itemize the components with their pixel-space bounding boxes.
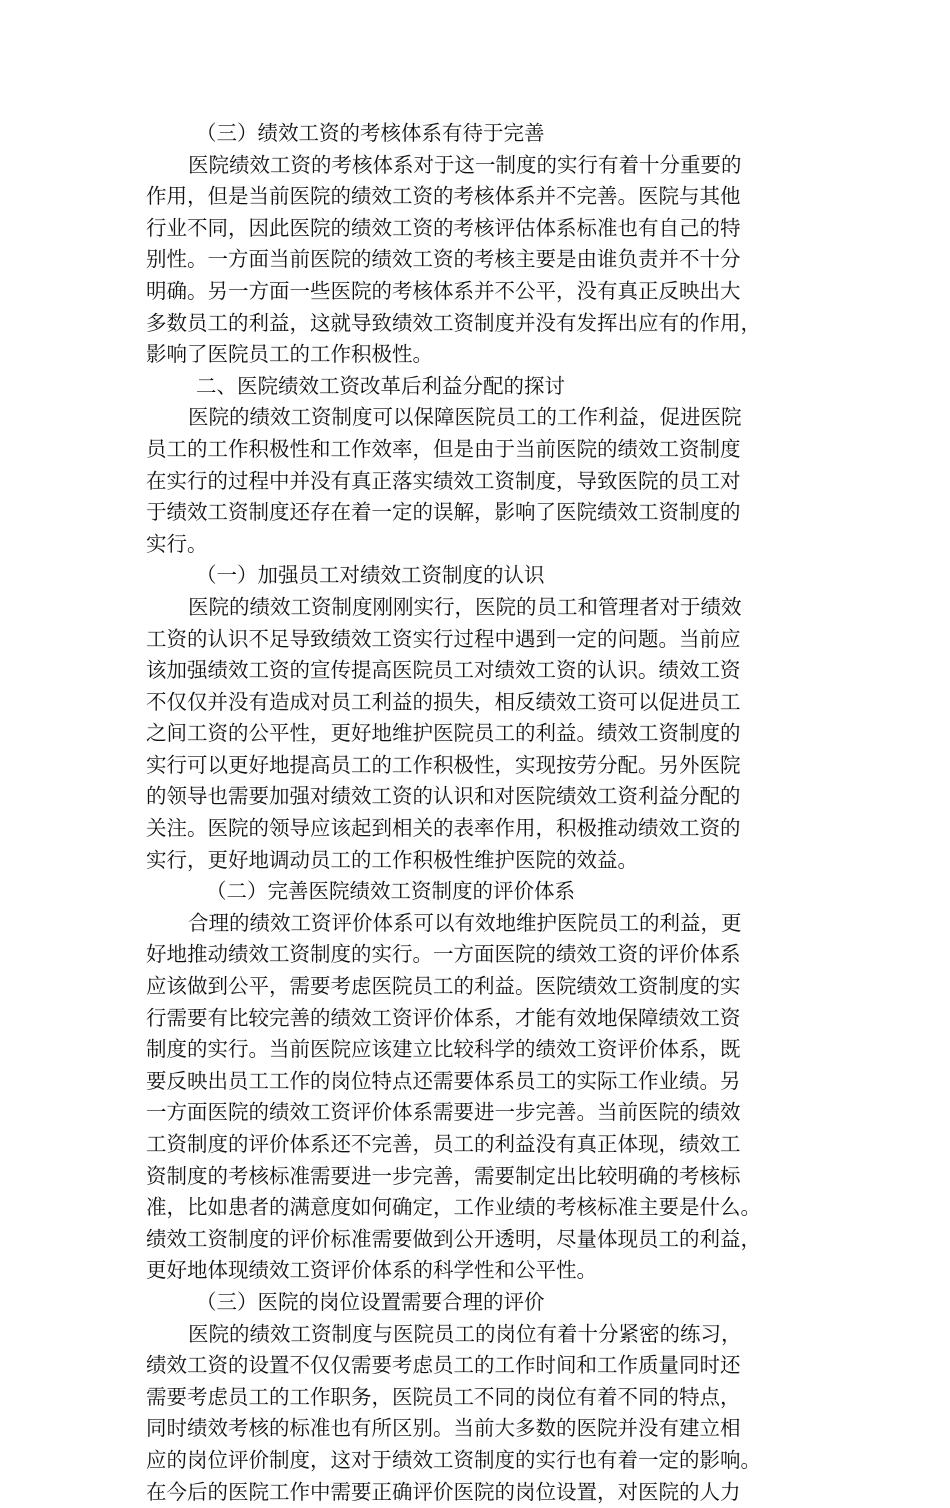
document-page bbox=[146, 118, 806, 1508]
section-heading bbox=[146, 876, 806, 908]
paragraph-line: 员工的工作积极性和工作效率，但是由于当前医院的绩效工资制度 bbox=[146, 436, 741, 461]
paragraph-line: 应该做到公平，需要考虑医院员工的利益。医院绩效工资制度的实 bbox=[146, 974, 741, 999]
paragraph-line: 准，比如患者的满意度如何确定，工作业绩的考核标准主要是什么。 bbox=[146, 1195, 761, 1220]
paragraph-line: 更好地体现绩效工资评价体系的科学性和公平性。 bbox=[146, 1258, 597, 1283]
paragraph-line: 资制度的考核标准需要进一步完善，需要制定出比较明确的考核标 bbox=[146, 1163, 741, 1188]
paragraph-line: 多数员工的利益，这就导致绩效工资制度并没有发挥出应有的作用， bbox=[146, 310, 761, 335]
paragraph-line: 同时绩效考核的标准也有所区别。当前大多数的医院并没有建立相 bbox=[146, 1416, 741, 1441]
paragraph-line: 绩效工资的设置不仅仅需要考虑员工的工作时间和工作质量同时还 bbox=[146, 1353, 741, 1378]
paragraph-line: 别性。一方面当前医院的绩效工资的考核主要是由谁负责并不十分 bbox=[146, 247, 741, 272]
paragraph-line: 之间工资的公平性，更好地维护医院员工的利益。绩效工资制度的 bbox=[146, 721, 741, 746]
paragraph-line: 工资的认识不足导致绩效工资实行过程中遇到一定的问题。当前应 bbox=[146, 626, 741, 651]
paragraph-first-line: 医院的绩效工资制度可以保障医院员工的工作利益，促进医院 bbox=[188, 405, 742, 430]
paragraph-line: 不仅仅并没有造成对员工利益的损失，相反绩效工资可以促进员工 bbox=[146, 689, 741, 714]
paragraph-line: 实行。 bbox=[146, 531, 208, 556]
paragraph-line: 关注。医院的领导应该起到相关的表率作用，积极推动绩效工资的 bbox=[146, 816, 741, 841]
heading-line: （二）完善医院绩效工资制度的评价体系 bbox=[206, 879, 575, 904]
paragraph-line: 绩效工资制度的评价标准需要做到公开透明，尽量体现员工的利益， bbox=[146, 1226, 761, 1251]
paragraph-line: 于绩效工资制度还存在着一定的误解，影响了医院绩效工资制度的 bbox=[146, 500, 741, 525]
paragraph-line: 该加强绩效工资的宣传提高医院员工对绩效工资的认识。绩效工资 bbox=[146, 658, 741, 683]
body-paragraph bbox=[146, 1319, 806, 1508]
section-heading bbox=[146, 371, 806, 403]
body-paragraph bbox=[146, 402, 806, 560]
paragraph-first-line: 医院绩效工资的考核体系对于这一制度的实行有着十分重要的 bbox=[188, 152, 742, 177]
paragraph-line: 在今后的医院工作中需要正确评价医院的岗位设置，对医院的人力 bbox=[146, 1479, 741, 1504]
paragraph-line: 行需要有比较完善的绩效工资评价体系，才能有效地保障绩效工资 bbox=[146, 1005, 741, 1030]
paragraph-line: 明确。另一方面一些医院的考核体系并不公平，没有真正反映出大 bbox=[146, 278, 741, 303]
paragraph-line: 的领导也需要加强对绩效工资的认识和对医院绩效工资利益分配的 bbox=[146, 784, 741, 809]
paragraph-line: 工资制度的评价体系还不完善，员工的利益没有真正体现，绩效工 bbox=[146, 1132, 741, 1156]
paragraph-line: 实行可以更好地提高员工的工作积极性，实现按劳分配。另外医院 bbox=[146, 752, 741, 777]
paragraph-line: 应的岗位评价制度，这对于绩效工资制度的实行也有着一定的影响。 bbox=[146, 1447, 761, 1472]
paragraph-line: 作用，但是当前医院的绩效工资的考核体系并不完善。医院与其他 bbox=[146, 184, 741, 209]
paragraph-line: 行业不同，因此医院的绩效工资的考核评估体系标准也有自己的特 bbox=[146, 215, 741, 240]
body-paragraph bbox=[146, 150, 806, 371]
paragraph-first-line: 合理的绩效工资评价体系可以有效地维护医院员工的利益，更 bbox=[188, 910, 742, 935]
paragraph-first-line: 医院的绩效工资制度与医院员工的岗位有着十分紧密的练习， bbox=[188, 1321, 742, 1346]
section-heading bbox=[146, 118, 806, 150]
body-paragraph bbox=[146, 592, 806, 876]
paragraph-line: 影响了医院员工的工作积极性。 bbox=[146, 342, 433, 367]
paragraph-line: 制度的实行。当前医院应该建立比较科学的绩效工资评价体系，既 bbox=[146, 1037, 741, 1062]
heading-line: 二、医院绩效工资改革后利益分配的探讨 bbox=[196, 373, 565, 398]
heading-line: （一）加强员工对绩效工资制度的认识 bbox=[196, 563, 545, 588]
paragraph-line: 在实行的过程中并没有真正落实绩效工资制度，导致医院的员工对 bbox=[146, 468, 741, 493]
paragraph-line: 实行，更好地调动员工的工作积极性维护医院的效益。 bbox=[146, 847, 638, 872]
paragraph-line: 好地推动绩效工资制度的实行。一方面医院的绩效工资的评价体系 bbox=[146, 942, 741, 967]
paragraph-first-line: 医院的绩效工资制度刚刚实行，医院的员工和管理者对于绩效 bbox=[188, 594, 742, 619]
section-heading bbox=[146, 560, 806, 592]
paragraph-line: 需要考虑员工的工作职务，医院员工不同的岗位有着不同的特点， bbox=[146, 1384, 741, 1409]
paragraph-line: 一方面医院的绩效工资评价体系需要进一步完善。当前医院的绩效 bbox=[146, 1100, 741, 1125]
heading-line: （三）绩效工资的考核体系有待于完善 bbox=[196, 121, 545, 145]
body-paragraph bbox=[146, 908, 806, 1287]
paragraph-line: 要反映出员工工作的岗位特点还需要体系员工的实际工作业绩。另 bbox=[146, 1068, 741, 1093]
section-heading bbox=[146, 1287, 806, 1319]
heading-line: （三）医院的岗位设置需要合理的评价 bbox=[196, 1289, 545, 1314]
